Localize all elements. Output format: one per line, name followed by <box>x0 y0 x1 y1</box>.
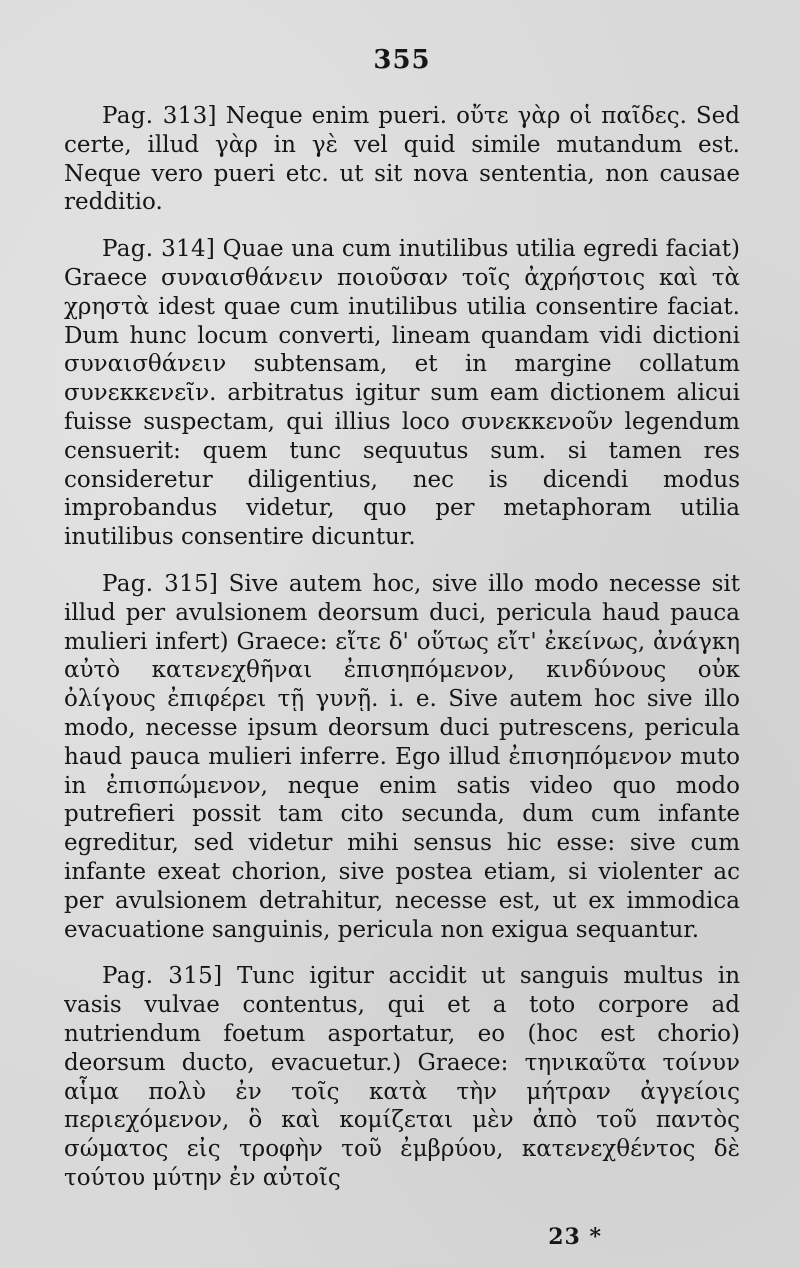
paragraph-pag-315-b <box>64 962 740 1192</box>
page-number: 355 <box>373 45 431 75</box>
paragraph-pag-314 <box>64 235 740 552</box>
page-reference: Pag. 315] <box>102 963 223 990</box>
paragraph-pag-315-a <box>64 570 740 944</box>
paragraph-text: Neque enim pueri. οὔτε γὰρ οἱ παῖδες. Sed certe, illud γὰρ in γὲ vel quid simile mutandum est. Neque vero pueri etc. ut sit nova sententia, non causae redditio. <box>64 103 740 216</box>
page-reference: Pag. 315] <box>102 570 219 597</box>
signature-mark: 23 * <box>548 1224 602 1250</box>
page-reference: Pag. 314] <box>102 236 216 263</box>
paragraph-text: Quae una cum inutilibus utilia egredi faciat) Graece συναισθάνειν ποιοῦσαν τοῖς ἀχρήστοις καὶ τὰ χρηστὰ idest quae cum inutilibus utilia consentire faciat. Dum hunc locum converti, lineam quandam vidi dictioni συναισθάνειν subtensam, et in margine collatum συνεκκενεῖν. arbitratus igitur sum eam dictionem alicui fuisse suspectam, qui illius loco συνεκκενοῦν legendum censuerit: quem tunc sequutus sum. si tamen res consideretur diligentius, nec is dicendi modus improbandus videtur, quo per metaphoram utilia inutilibus consentire dicuntur. <box>64 236 740 551</box>
paragraph-pag-313 <box>64 102 740 217</box>
page-reference: Pag. 313] <box>102 103 217 129</box>
paragraph-text: Sive autem hoc, sive illo modo necesse sit illud per avulsionem deorsum duci, pericula haud pauca mulieri infert) Graece: εἴτε δ' οὕτως εἴτ' ἐκείνως, ἀνάγκη αὐτὸ κατενεχθῆναι ἐπισηπόμενον, κινδύνους οὐκ ὀλίγους ἐπιφέρει τῇ γυνῇ. i. e. Sive autem hoc sive illo modo, necesse ipsum deorsum duci putrescens, pericula haud pauca mulieri inferre. Ego illud ἐπισηπόμενον muto in ἐπισπώμενον, neque enim satis video quo modo putrefieri possit tam cito secunda, dum cum infante egreditur, sed videtur mihi sensus hic esse: sive cum infante exeat chorion, sive postea etiam, si violenter ac per avulsionem detrahitur, necesse est, ut ex immodica evacuatione sanguinis, pericula non exigua sequantur. <box>64 570 740 943</box>
paragraph-text: Tunc igitur accidit ut sanguis multus in vasis vulvae contentus, qui et a toto corpore ad nutriendum foetum asportatur, eo (hoc est chorio) deorsum ducto, evacuetur.) Graece: τηνικαῦτα τοίνυν αἷμα πολὺ ἐν τοῖς κατὰ τὴν μήτραν ἀγγείοις περιεχόμενον, ὃ καὶ κομίζεται μὲν ἀπὸ τοῦ παντὸς σώματος εἰς τροφὴν τοῦ ἐμβρύου, κατενεχθέντος δὲ τούτου μύτην ἐν αὐτοῖς <box>64 963 741 1191</box>
